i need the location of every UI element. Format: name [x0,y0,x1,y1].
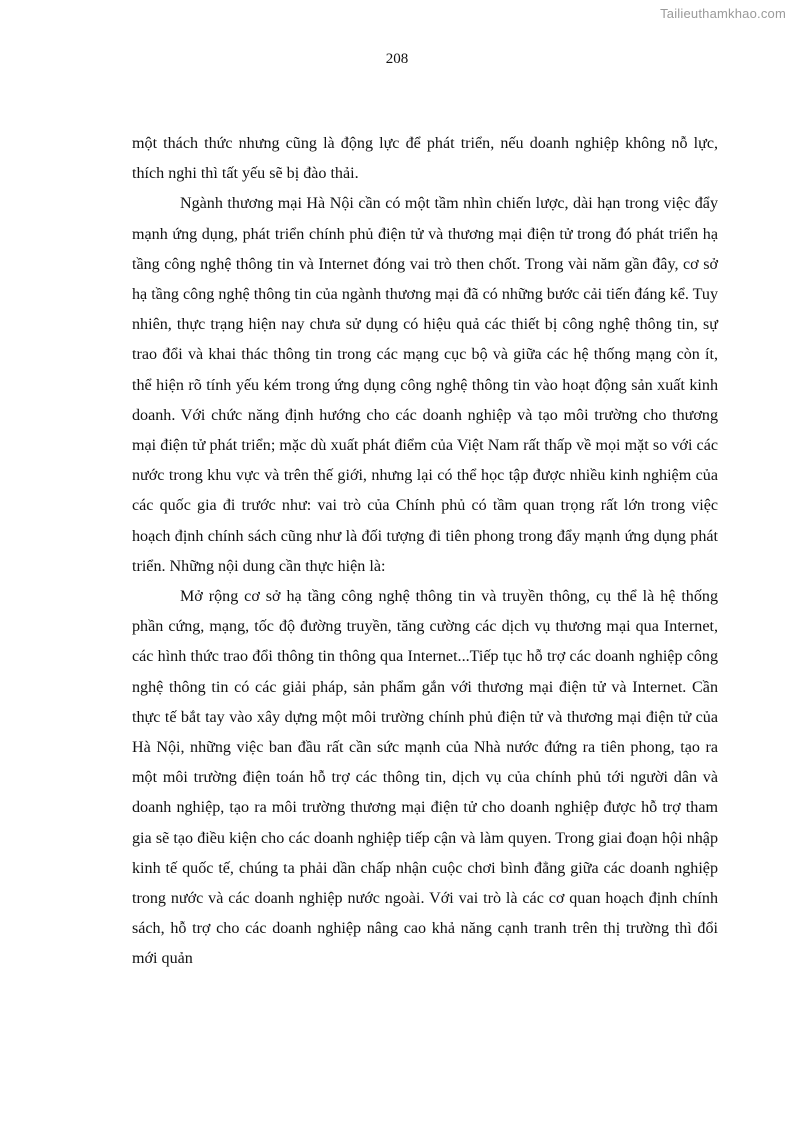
page-number: 208 [385,51,409,67]
watermark-text: Tailieuthamkhao.com [660,6,786,21]
paragraph-continuation: một thách thức nhưng cũng là động lực để phát triển, nếu doanh nghiệp không nỗ lực, thích nghi thì tất yếu sẽ bị đào thải. [132,135,718,183]
document-body [132,129,718,975]
paragraph-infrastructure: Mở rộng cơ sở hạ tầng công nghệ thông tin và truyền thông, cụ thể là hệ thống phần cứng, mạng, tốc độ đường truyền, tăng cường các dịch vụ thương mại qua Internet, các hình thức trao đổi thông tin thông qua Internet...Tiếp tục hỗ trợ các doanh nghiệp công nghệ thông tin có các giải pháp, sản phẩm gắn với thương mại điện tử và Internet. Cần thực tế bắt tay vào xây dựng một môi trường chính phủ điện tử và thương mại điện tử của Hà Nội, những việc ban đầu rất cần sức mạnh của Nhà nước đứng ra tiên phong, tạo ra một môi trường điện toán hỗ trợ các thông tin, dịch vụ của chính phủ tới người dân và doanh nghiệp, tạo ra môi trường thương mại điện tử cho doanh nghiệp được hỗ trợ tham gia sẽ tạo điều kiện cho các doanh nghiệp tiếp cận và làm quyen. Trong giai đoạn hội nhập kinh tế quốc tế, chúng ta phải dần chấp nhận cuộc chơi bình đẳng giữa các doanh nghiệp trong nước và các doanh nghiệp nước ngoài. Với vai trò là các cơ quan hoạch định chính sách, hỗ trợ cho các doanh nghiệp nâng cao khả năng cạnh tranh trên thị trường thì đổi mới quản [132,588,718,968]
paragraph-strategy: Ngành thương mại Hà Nội cần có một tầm nhìn chiến lược, dài hạn trong việc đẩy mạnh ứng dụng, phát triển chính phủ điện tử và thương mại điện tử trong đó phát triển hạ tầng công nghệ thông tin và Internet đóng vai trò then chốt. Trong vài năm gần đây, cơ sở hạ tầng công nghệ thông tin của ngành thương mại đã có những bước cải tiến đáng kể. Tuy nhiên, thực trạng hiện nay chưa sử dụng có hiệu quả các thiết bị công nghệ thông tin, sự trao đổi và khai thác thông tin trong các mạng cục bộ và giữa các hệ thống mạng còn ít, thể hiện rõ tính yếu kém trong ứng dụng công nghệ thông tin vào hoạt động sản xuất kinh doanh. Với chức năng định hướng cho các doanh nghiệp và tạo môi trường cho thương mại điện tử phát triển; mặc dù xuất phát điểm của Việt Nam rất thấp về mọi mặt so với các nước trong khu vực và trên thế giới, nhưng lại có thể học tập được nhiều kinh nghiệm của các quốc gia đi trước như: vai trò của Chính phủ có tầm quan trọng rất lớn trong việc hoạch định chính sách cũng như là đối tượng đi tiên phong trong đẩy mạnh ứng dụng phát triển. Những nội dung cần thực hiện là: [132,195,718,575]
